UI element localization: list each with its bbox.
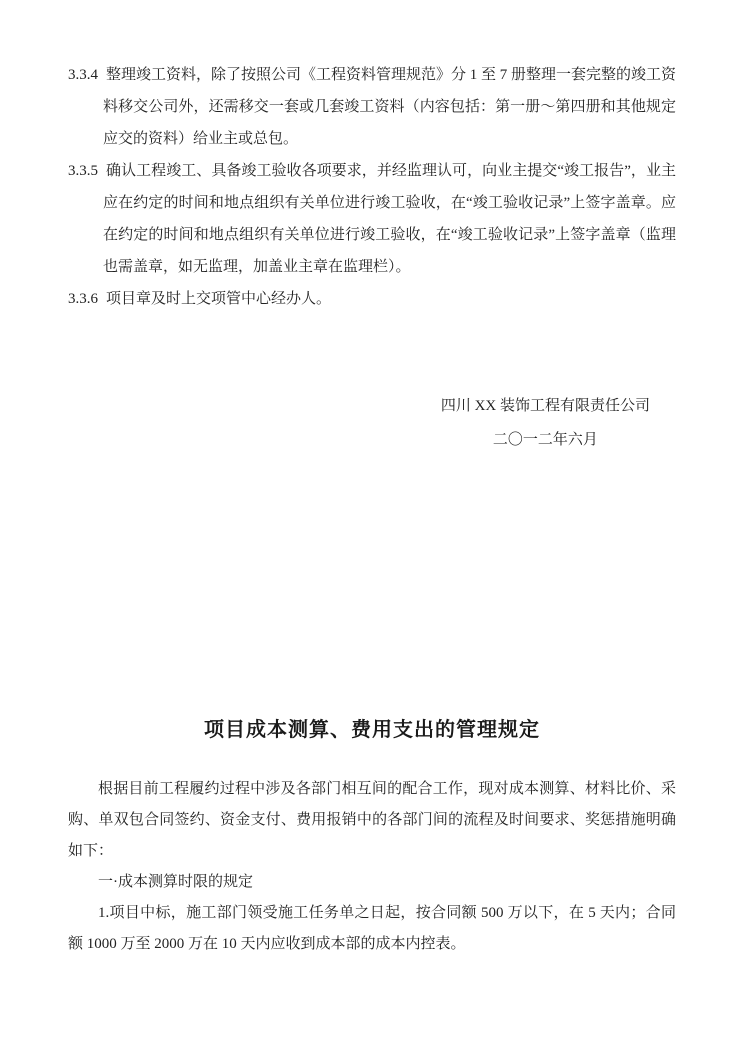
regulation-section-heading: 一·成本测算时限的规定 xyxy=(98,874,253,890)
regulation-clause-1: 1.项目中标，施工部门领受施工任务单之日起，按合同额 500 万以下，在 5 天内；合同额 1000 万至 2000 万在 10 天内应收到成本部的成本内控表。 xyxy=(68,905,676,952)
clause-number: 3.3.5 xyxy=(68,163,98,179)
signature-date: 二〇一二年六月 xyxy=(492,432,598,448)
clause-text: 整理竣工资料，除了按照公司《工程资料管理规范》分 1 至 7 册整理一套完整的竣工资料移交公司外，还需移交一套或几套竣工资料（内容包括：第一册～第四册和其他规定应交的资料）给业主或总包。 xyxy=(103,67,677,147)
clause-number: 3.3.6 xyxy=(68,291,98,307)
clause-3-3-4 xyxy=(68,59,676,155)
signature-block xyxy=(441,389,650,457)
completion-clauses-section xyxy=(68,59,676,315)
regulation-title: 项目成本测算、费用支出的管理规定 xyxy=(204,719,540,741)
clause-text: 项目章及时上交项管中心经办人。 xyxy=(106,291,332,307)
clause-number: 3.3.4 xyxy=(68,67,98,83)
regulation-intro-paragraph: 根据目前工程履约过程中涉及各部门相互间的配合工作，现对成本测算、材料比价、采购、单双包合同签约、资金支付、费用报销中的各部门间的流程及时间要求、奖惩措施明确如下： xyxy=(68,781,676,859)
signature-company-name: 四川 XX 装饰工程有限责任公司 xyxy=(440,398,650,414)
clause-3-3-5 xyxy=(68,155,676,283)
clause-3-3-6 xyxy=(68,283,676,315)
regulation-body-section xyxy=(68,774,676,960)
clause-text: 确认工程竣工、具备竣工验收各项要求，并经监理认可，向业主提交“竣工报告”，业主应在约定的时间和地点组织有关单位进行竣工验收，在“竣工验收记录”上签字盖章。应在约定的时间和地点组织有关单位进行竣工验收，在“竣工验收记录”上签字盖章（监理也需盖章，如无监理，加盖业主章在监理栏）。 xyxy=(103,163,676,275)
